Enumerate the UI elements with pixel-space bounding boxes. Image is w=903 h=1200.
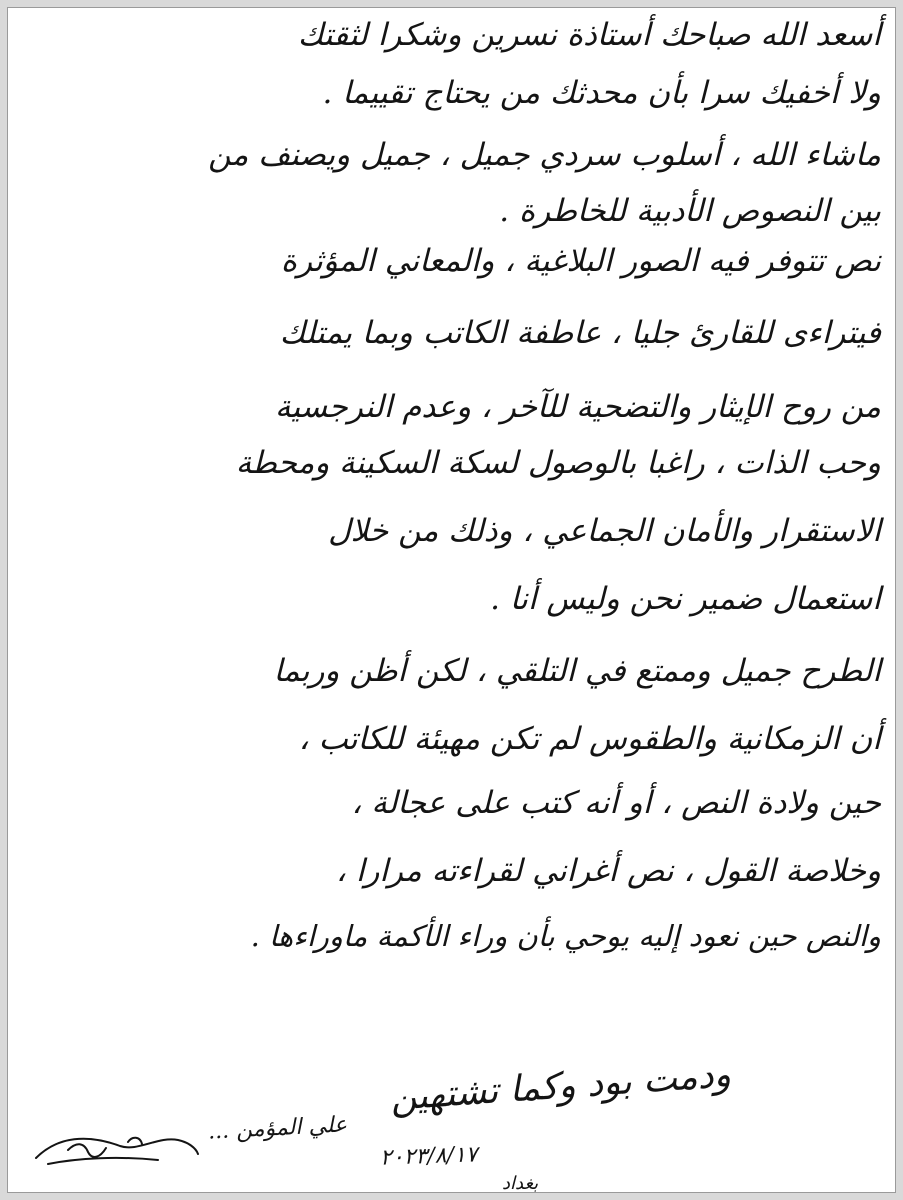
letter-line-5: نص تتوفر فيه الصور البلاغية ، والمعاني المؤثرة <box>280 243 881 279</box>
letter-closing: ودمت بود وكما تشتهين <box>388 1054 733 1119</box>
signature-place: بغداد <box>502 1173 539 1193</box>
letter-line-12: أن الزمكانية والطقوس لم تكن مهيئة للكاتب ، <box>298 721 881 757</box>
letter-line-8: وحب الذات ، راغبا بالوصول لسكة السكينة ومحطة <box>235 445 881 481</box>
letter-line-11: الطرح جميل وممتع في التلقي ، لكن أظن وربما <box>273 653 881 689</box>
letter-line-15: والنص حين نعود إليه يوحي بأن وراء الأكمة ماوراءها . <box>250 919 881 953</box>
letter-line-2: ولا أخفيك سرا بأن محدثك من يحتاج تقييما . <box>322 75 881 111</box>
letter-line-4: بين النصوص الأدبية للخاطرة . <box>499 193 881 229</box>
letter-line-1: أسعد الله صباحك أستاذة نسرين وشكرا لثقتك <box>297 17 881 53</box>
letter-line-14: وخلاصة القول ، نص أغراني لقراءته مرارا ، <box>335 853 881 889</box>
letter-line-7: من روح الإيثار والتضحية للآخر ، وعدم النرجسية <box>275 389 881 425</box>
signature-name: علي المؤمن ... <box>207 1112 348 1145</box>
signature-scribble <box>28 1106 208 1186</box>
letter-line-6: فيتراءى للقارئ جليا ، عاطفة الكاتب وبما يمتلك <box>279 315 881 351</box>
handwritten-letter-page <box>7 7 896 1193</box>
letter-line-3: ماشاء الله ، أسلوب سردي جميل ، جميل ويصنف من <box>208 137 881 173</box>
letter-line-9: الاستقرار والأمان الجماعي ، وذلك من خلال <box>328 513 881 549</box>
signature-date: ٢٠٢٣/٨/١٧ <box>379 1142 478 1171</box>
letter-line-10: استعمال ضمير نحن وليس أنا . <box>490 581 881 617</box>
letter-line-13: حين ولادة النص ، أو أنه كتب على عجالة ، <box>351 785 881 821</box>
